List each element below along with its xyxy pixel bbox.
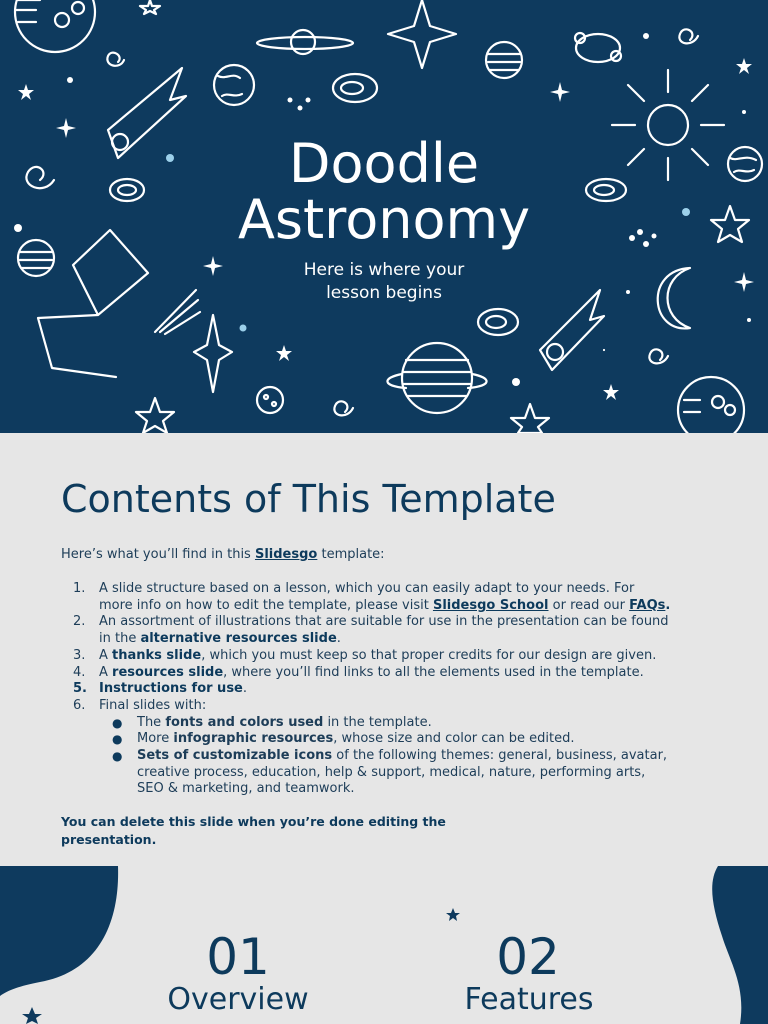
section-slide — [0, 866, 768, 1024]
section-number-01: 01 — [206, 928, 270, 986]
item-bold-text: resources slide — [112, 664, 224, 680]
sparkle-icon — [194, 315, 232, 392]
item-number: 2. — [73, 614, 86, 630]
item-number: 4. — [73, 664, 86, 680]
item-bold-text: alternative resources slide — [140, 631, 337, 647]
striped-planet-icon — [486, 42, 522, 78]
title-line-1: Doodle — [288, 132, 480, 195]
right-blob-shape — [712, 866, 768, 1024]
ringed-planet-icon — [257, 30, 353, 54]
subtitle-line-2: lesson begins — [326, 283, 442, 303]
presentation-subtitle — [0, 259, 768, 305]
list-item — [61, 698, 671, 715]
orbit-icon — [575, 33, 621, 62]
presentation-title — [0, 132, 768, 251]
title-slide — [0, 0, 768, 433]
galaxy-icon — [478, 309, 518, 335]
contents-title: Contents of This Template — [61, 477, 556, 521]
bullet-icon: ● — [112, 732, 123, 747]
spiral-icon — [107, 53, 124, 66]
list-item — [61, 681, 671, 698]
contents-slide — [0, 433, 768, 866]
spiral-icon — [679, 29, 698, 43]
cratered-planet-icon — [257, 387, 283, 413]
globe-planet-icon — [214, 65, 254, 105]
item-text: . — [665, 597, 671, 613]
item-text: of the following themes: general, business, avatar, creative process, education, help & support, medical, nature, performing arts, SEO & marketing, and teamwork. — [137, 748, 668, 797]
galaxy-icon — [333, 74, 377, 102]
item-bold-text: infographic resources — [173, 731, 334, 747]
item-bold-text: fonts and colors used — [165, 714, 324, 730]
item-text: A — [99, 664, 113, 680]
contents-intro — [61, 547, 385, 563]
item-number: 1. — [73, 581, 86, 596]
item-bold-text: Instructions for use — [99, 681, 243, 697]
title-line-2: Astronomy — [237, 188, 531, 251]
item-text: An assortment of illustrations that are suitable for use in the presentation can be found in the — [99, 614, 669, 647]
item-text: . — [242, 681, 248, 697]
star-icon — [136, 398, 174, 433]
item-number: 6. — [73, 697, 86, 713]
item-text: A — [99, 647, 113, 663]
subtitle-line-1: Here is where your — [303, 260, 465, 280]
list-item — [61, 648, 671, 665]
item-text: , whose size and color can be edited. — [333, 731, 575, 747]
item-bold-text: Sets of customizable icons — [137, 748, 333, 764]
section-number-02: 02 — [496, 928, 560, 986]
list-item — [61, 665, 671, 682]
intro-text-end: template: — [317, 547, 385, 562]
contents-list — [61, 581, 671, 798]
item-text: . — [336, 631, 341, 647]
item-text: , which you must keep so that proper credits for our design are given. — [201, 647, 657, 663]
bullet-icon: ● — [112, 749, 123, 764]
star-icon — [140, 0, 160, 14]
bullet-item — [61, 715, 671, 732]
section-label-overview: Overview — [167, 982, 309, 1017]
item-number: 5. — [73, 681, 87, 697]
star-icon — [446, 908, 460, 921]
section-label-features: Features — [464, 982, 594, 1017]
item-text: or read our — [548, 597, 630, 613]
blob-shapes — [0, 866, 768, 1024]
spiral-icon — [334, 401, 353, 415]
item-number: 3. — [73, 647, 86, 663]
item-text: , where you’ll find links to all the elements used in the template. — [223, 664, 644, 680]
list-item — [61, 581, 671, 614]
sparkle-icon — [388, 0, 456, 68]
star-icon — [511, 404, 549, 433]
cratered-planet-icon — [15, 0, 95, 52]
bullet-item — [61, 748, 671, 798]
item-bold-text: thanks slide — [112, 647, 202, 663]
bullet-item — [61, 731, 671, 748]
delete-slide-note: You can delete this slide when you’re done editing the presentation. — [61, 814, 446, 847]
spiral-icon — [649, 349, 668, 363]
slidesgo-school-link[interactable]: Slidesgo School — [432, 597, 549, 613]
slidesgo-link[interactable]: Slidesgo — [254, 547, 318, 562]
item-text: The — [137, 714, 166, 730]
item-text: Final slides with: — [99, 697, 207, 713]
bullet-icon: ● — [112, 715, 123, 730]
cratered-planet-icon — [678, 377, 744, 433]
left-blob-shape — [0, 866, 118, 996]
intro-text: Here’s what you’ll find in this — [61, 547, 255, 562]
item-text: in the template. — [323, 714, 432, 730]
faqs-link[interactable]: FAQs — [629, 597, 666, 613]
item-text: More — [137, 731, 174, 747]
star-icon — [22, 1007, 42, 1024]
ringed-planet-icon — [387, 343, 486, 413]
item-text: A slide structure based on a lesson, which you can easily adapt to your needs. For more info on how to edit the template, please visit — [99, 581, 635, 613]
list-item — [61, 614, 671, 647]
